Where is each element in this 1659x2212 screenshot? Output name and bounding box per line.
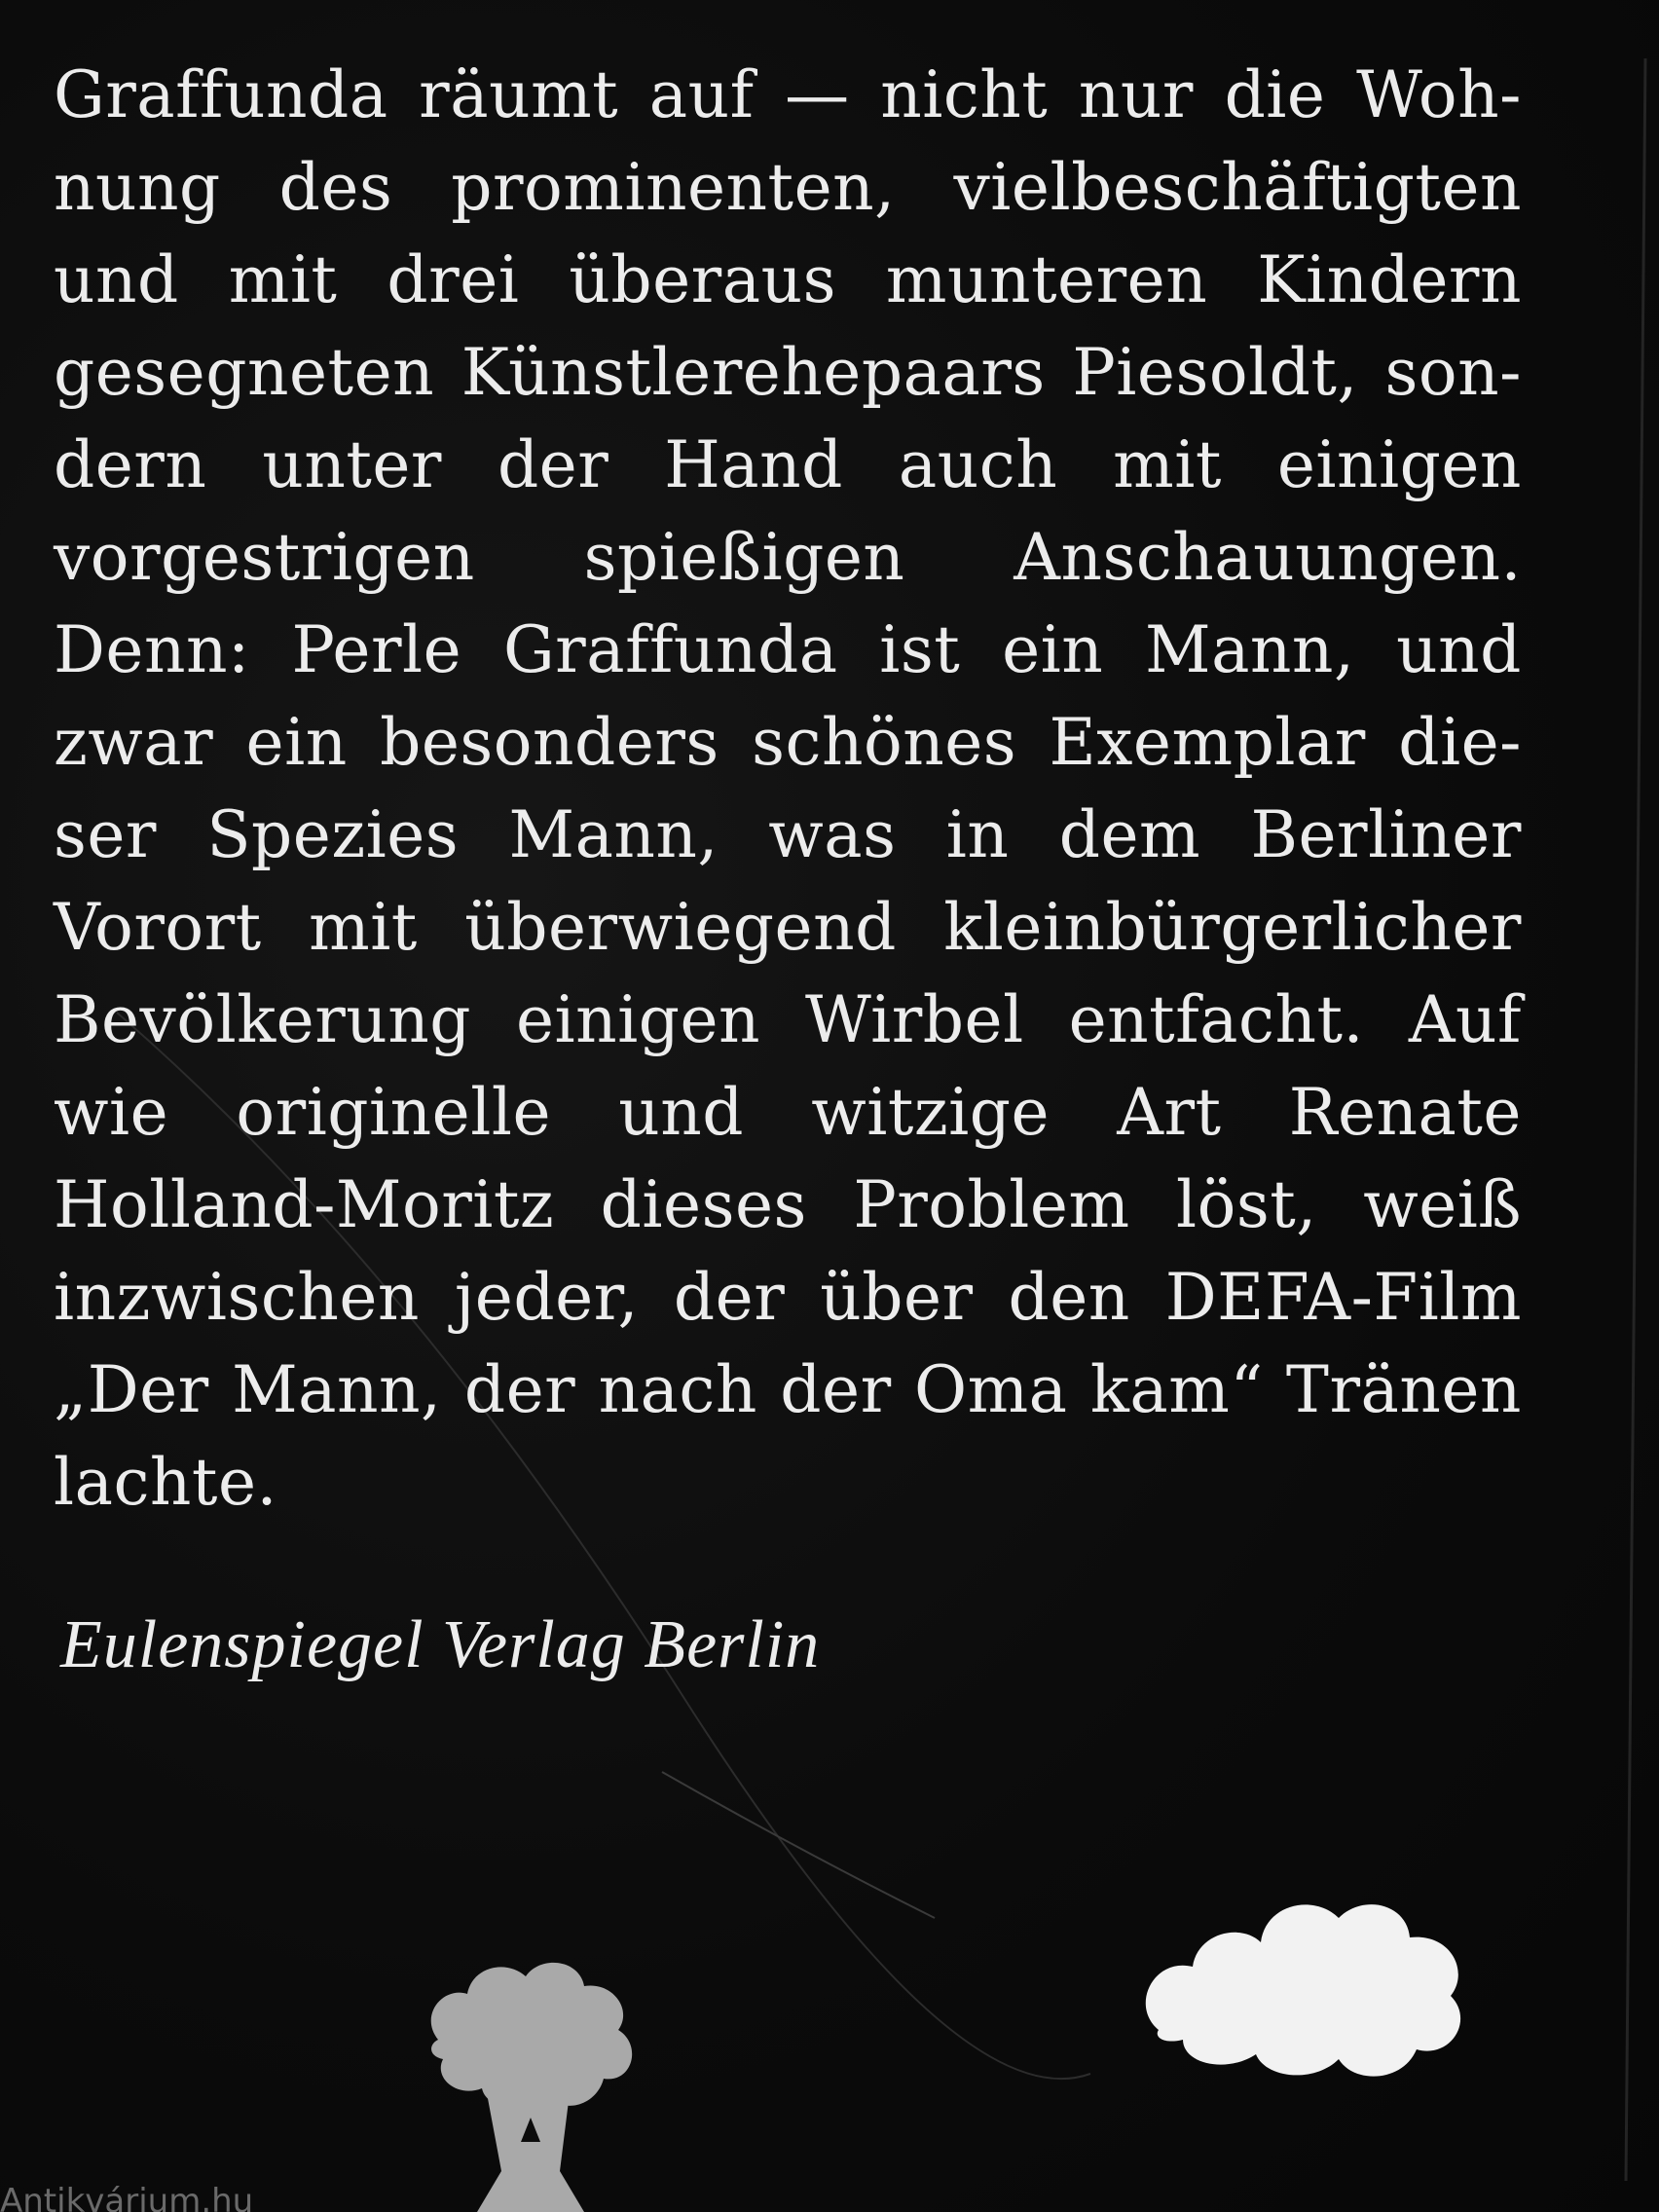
- blurb-word: des: [278, 150, 393, 225]
- blurb-word: vorgestrigen: [54, 520, 475, 595]
- blurb-word: nicht: [880, 57, 1049, 132]
- cover-illustration: [0, 1850, 1659, 2212]
- blurb-word: nach: [598, 1352, 757, 1427]
- blurb-word: Renate: [1288, 1075, 1522, 1150]
- blurb-word: Anschauungen.: [1014, 520, 1522, 595]
- blurb-line: [54, 1344, 1522, 1436]
- blurb-word: mit: [1113, 427, 1222, 502]
- blurb-word: ein: [1002, 612, 1104, 687]
- blurb-word: kleinbürgerlicher: [943, 890, 1522, 965]
- blurb-word: der: [497, 427, 609, 502]
- blurb-word: dieses: [600, 1167, 807, 1242]
- blurb-word: Bevölkerung: [54, 982, 472, 1057]
- blurb-word: Tränen: [1285, 1352, 1522, 1427]
- blurb-word: Mann,: [508, 797, 719, 872]
- blurb-word: mit: [309, 890, 418, 965]
- blurb-word: spießigen: [583, 520, 905, 595]
- blurb-text: [54, 49, 1522, 1529]
- blurb-line: [54, 696, 1522, 789]
- blurb-line: [54, 1159, 1522, 1251]
- blurb-word: die-: [1398, 705, 1522, 780]
- blurb-word: wie: [54, 1075, 169, 1150]
- blurb-word: dern: [54, 427, 207, 502]
- blurb-word: Perle: [291, 612, 462, 687]
- blurb-word: lachte.: [54, 1445, 277, 1520]
- blurb-word: Graffunda: [502, 612, 838, 687]
- blurb-word: Holland-Moritz: [54, 1167, 555, 1242]
- blurb-word: vielbeschäftigten: [953, 150, 1522, 225]
- blurb-word: überaus: [569, 242, 836, 317]
- blurb-word: Oma: [913, 1352, 1068, 1427]
- blurb-word: die: [1224, 57, 1326, 132]
- blurb-word: räumt: [419, 57, 619, 132]
- blurb-line: [54, 1251, 1522, 1344]
- blurb-word: Spezies: [206, 797, 460, 872]
- blurb-line: [54, 881, 1522, 974]
- blurb-word: originelle: [236, 1075, 551, 1150]
- blurb-word: Art: [1117, 1075, 1222, 1150]
- blurb-word: prominenten,: [451, 150, 896, 225]
- watermark-stamp: [0, 2182, 253, 2212]
- blurb-word: über: [820, 1260, 974, 1335]
- blurb-word: überwiegend: [464, 890, 897, 965]
- tree: [431, 1963, 632, 2212]
- blurb-word: und: [54, 242, 179, 317]
- blurb-line: [54, 604, 1522, 696]
- blurb-word: was: [768, 797, 897, 872]
- blurb-word: unter: [262, 427, 442, 502]
- blurb-word: DEFA-Film: [1164, 1260, 1522, 1335]
- blurb-word: auch: [898, 427, 1058, 502]
- blurb-word: Wirbel: [804, 982, 1024, 1057]
- blurb-word: Graffunda: [54, 57, 388, 132]
- blurb-word: der: [463, 1352, 576, 1427]
- blurb-word: Kindern: [1257, 242, 1522, 317]
- blurb-line: [54, 49, 1522, 141]
- blurb-line: [54, 511, 1522, 604]
- blurb-word: gesegneten: [54, 335, 435, 410]
- blurb-line: [54, 234, 1522, 326]
- blurb-word: Vorort: [54, 890, 262, 965]
- blurb-word: ist: [879, 612, 961, 687]
- publisher-name: Eulenspiegel Verlag Berlin: [60, 1607, 821, 1682]
- blurb-line: [54, 326, 1522, 419]
- blurb-word: ser: [54, 797, 157, 872]
- blurb-word: —: [785, 57, 850, 132]
- blurb-word: „Der: [54, 1352, 209, 1427]
- blurb-word: son-: [1384, 335, 1522, 410]
- blurb-word: und: [618, 1075, 744, 1150]
- blurb-line: [54, 789, 1522, 881]
- blurb-word: Berliner: [1250, 797, 1522, 872]
- blurb-line: [54, 141, 1522, 234]
- blurb-word: zwar: [54, 705, 214, 780]
- blurb-word: Künstlerehepaars: [461, 335, 1046, 410]
- blurb-word: der: [780, 1352, 892, 1427]
- blurb-word: Auf: [1408, 982, 1522, 1057]
- blurb-word: Exemplar: [1049, 705, 1366, 780]
- blurb-word: einigen: [515, 982, 761, 1057]
- blurb-word: schönes: [752, 705, 1017, 780]
- blurb-word: kam“: [1089, 1352, 1264, 1427]
- blurb-line: [54, 1436, 1522, 1529]
- blurb-word: Mann,: [1145, 612, 1355, 687]
- blurb-word: dem: [1058, 797, 1201, 872]
- blurb-word: inzwischen: [54, 1260, 420, 1335]
- blurb-word: drei: [387, 242, 520, 317]
- blurb-word: löst,: [1176, 1167, 1317, 1242]
- blurb-word: in: [945, 797, 1010, 872]
- blurb-word: ein: [245, 705, 348, 780]
- blurb-word: Woh-: [1356, 57, 1522, 132]
- blurb-word: Problem: [853, 1167, 1130, 1242]
- blurb-word: weiß: [1363, 1167, 1522, 1242]
- blurb-line: [54, 419, 1522, 511]
- blurb-word: entfacht.: [1068, 982, 1364, 1057]
- blurb-word: Hand: [664, 427, 843, 502]
- blurb-word: jeder,: [454, 1260, 639, 1335]
- blurb-word: einigen: [1276, 427, 1522, 502]
- blurb-word: der: [673, 1260, 786, 1335]
- blurb-word: besonders: [380, 705, 719, 780]
- svg-text:Antikvárium.hu: Antikvárium.hu: [0, 2182, 254, 2212]
- blurb-word: witzige: [811, 1075, 1051, 1150]
- cloud-right: [1146, 1904, 1460, 2077]
- blurb-word: nung: [54, 150, 221, 225]
- blurb-word: Denn:: [54, 612, 250, 687]
- blurb-word: Mann,: [232, 1352, 442, 1427]
- blurb-word: auf: [648, 57, 755, 132]
- blurb-word: den: [1008, 1260, 1130, 1335]
- blurb-word: Piesoldt,: [1072, 335, 1358, 410]
- blurb-word: nur: [1078, 57, 1194, 132]
- blurb-line: [54, 974, 1522, 1066]
- blurb-line: [54, 1066, 1522, 1159]
- blurb-word: und: [1396, 612, 1522, 687]
- blurb-word: munteren: [885, 242, 1208, 317]
- blurb-word: mit: [228, 242, 338, 317]
